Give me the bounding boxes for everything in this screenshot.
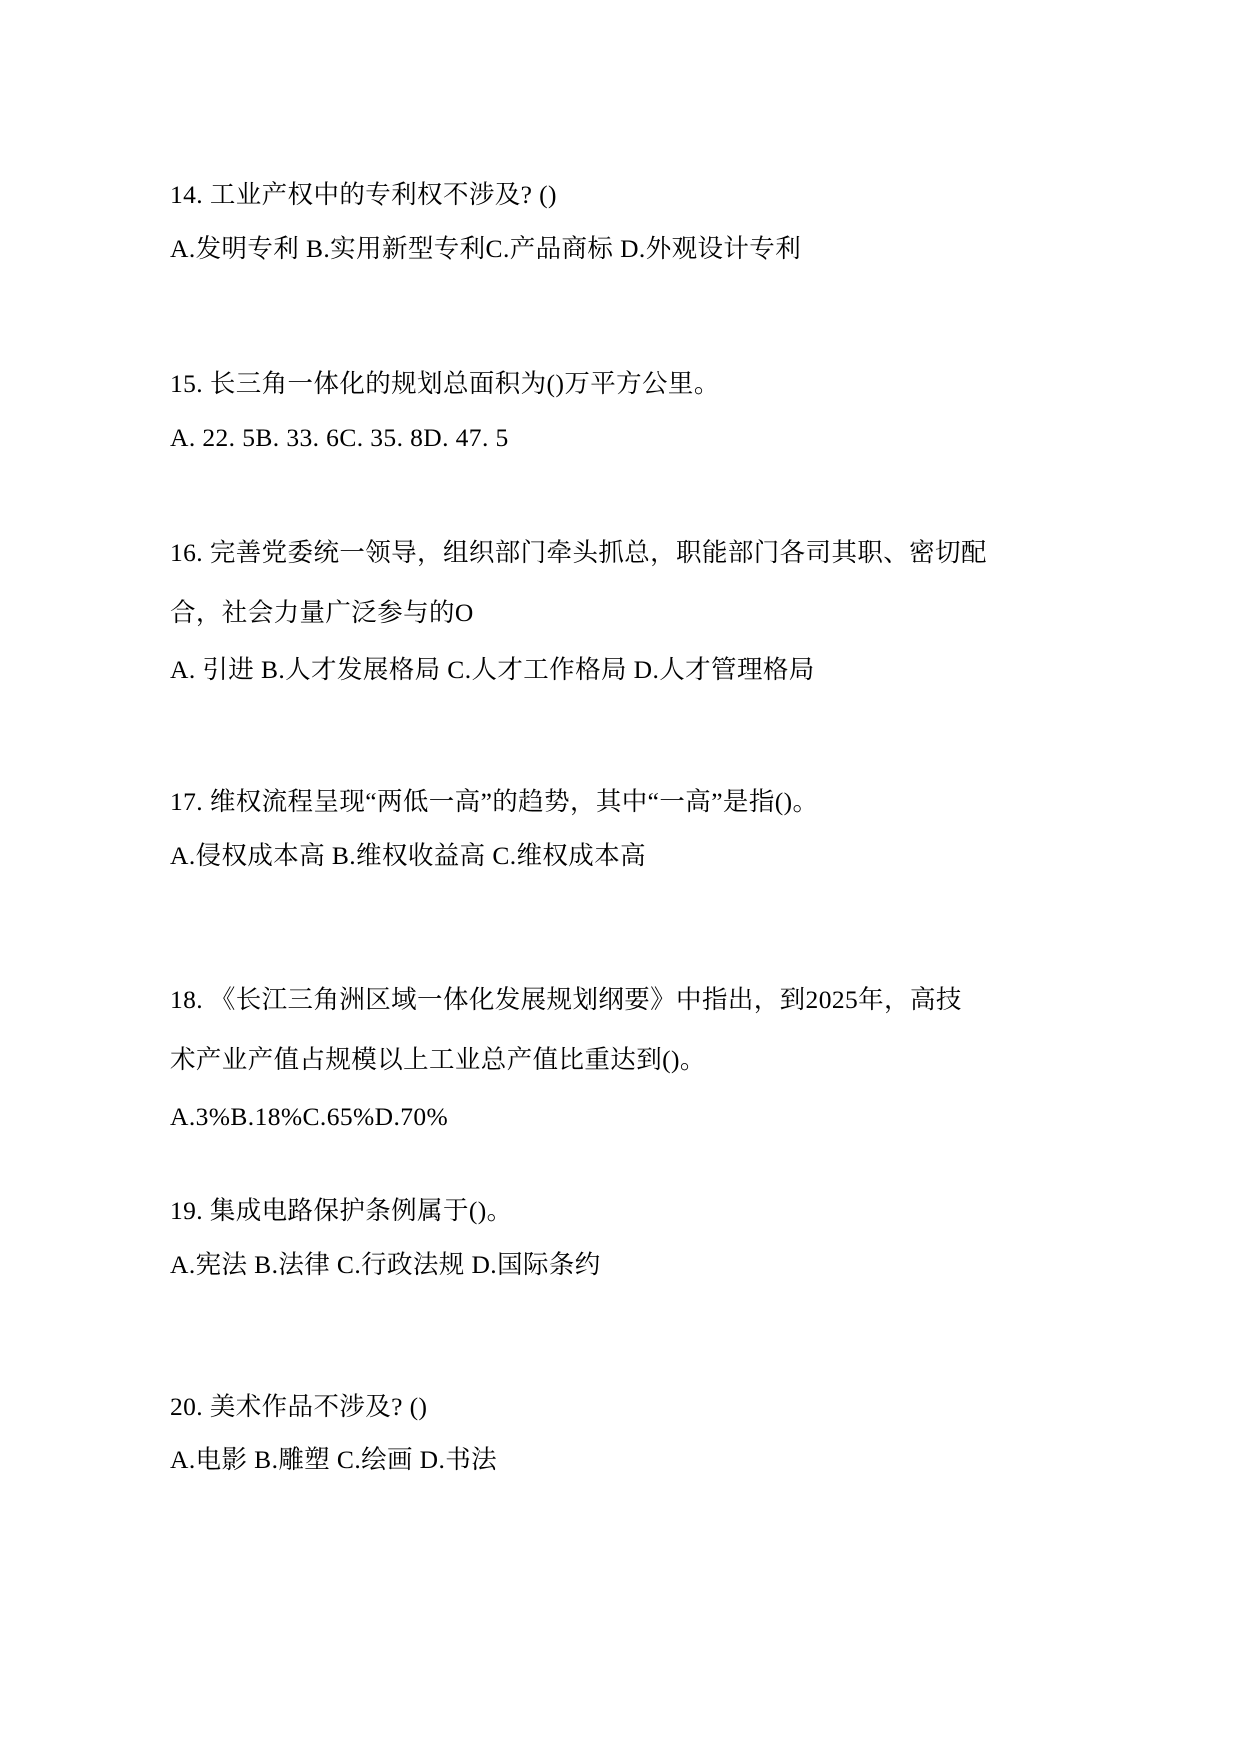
- question-options: A.宪法 B.法律 C.行政法规 D.国际条约: [170, 1249, 601, 1279]
- question-options: A.3%B.18%C.65%D.70%: [170, 1102, 449, 1132]
- question-stem: 19. 集成电路保护条例属于()。: [170, 1196, 513, 1226]
- question-options: A. 引进 B.人才发展格局 C.人才工作格局 D.人才管理格局: [170, 655, 815, 685]
- question-options: A. 22. 5B. 33. 6C. 35. 8D. 47. 5: [170, 423, 509, 453]
- question-item: [170, 170, 1084, 273]
- question-options: A.发明专利 B.实用新型专利C.产品商标 D.外观设计专利: [170, 233, 802, 263]
- question-item: [170, 1186, 1084, 1289]
- question-item: [170, 777, 1084, 880]
- question-stem: 17. 维权流程呈现“两低一高”的趋势，其中“一高”是指()。: [170, 786, 819, 816]
- question-item: [170, 1382, 1084, 1485]
- question-item: [170, 972, 1084, 1142]
- question-stem: 15. 长三角一体化的规划总面积为()万平方公里。: [170, 369, 720, 399]
- question-item: [170, 359, 1084, 462]
- question-stem: 14. 工业产权中的专利权不涉及? (): [170, 180, 557, 209]
- question-stem: 18. 《长江三角洲区域一体化发展规划纲要》中指出，到2025年，高技: [170, 985, 962, 1015]
- question-options: A.侵权成本高 B.维权收益高 C.维权成本高: [170, 840, 647, 870]
- question-options: A.电影 B.雕塑 C.绘画 D.书法: [170, 1445, 498, 1475]
- question-stem: 20. 美术作品不涉及? (): [170, 1391, 428, 1421]
- question-stem: 16. 完善党委统一领导，组织部门牵头抓总，职能部门各司其职、密切配: [170, 537, 987, 567]
- question-item: [170, 525, 1084, 695]
- question-stem-continued: 术产业产值占规模以上工业总产值比重达到()。: [170, 1045, 706, 1075]
- question-stem-continued: 合，社会力量广泛参与的O: [170, 597, 474, 627]
